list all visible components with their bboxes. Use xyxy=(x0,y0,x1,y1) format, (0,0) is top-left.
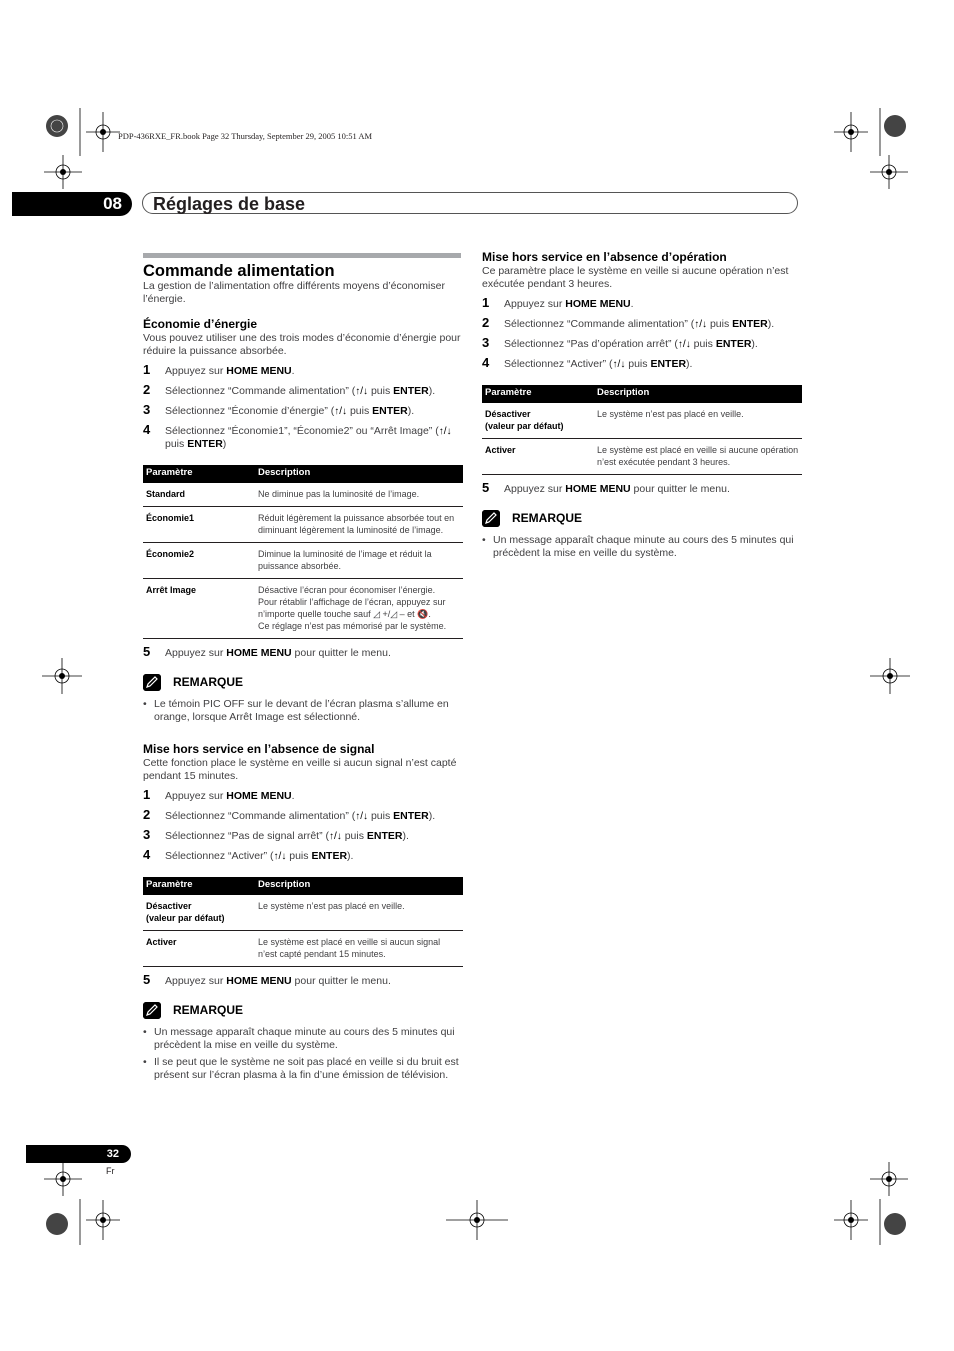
eco-step: 3 Sélectionnez “Économie d’énergie” (↑/↓ puis ENTER). xyxy=(143,402,415,417)
signal-step: 1 Appuyez sur HOME MENU. xyxy=(143,787,295,802)
table-row: Activer Le système est placé en veille si aucune opération n’est exécutée pendant 3 heures. xyxy=(482,439,802,475)
crosshair-icon xyxy=(834,112,868,152)
crosshair-icon xyxy=(870,155,908,189)
table-header: Description xyxy=(594,385,802,403)
operation-step: 3 Sélectionnez “Pas d’opération arrêt” (↑/↓ puis ENTER). xyxy=(482,335,758,350)
table-header: Description xyxy=(255,877,463,895)
up-down-arrows-icon: ↑/↓ xyxy=(355,386,369,397)
pencil-note-icon xyxy=(482,510,500,527)
chapter-header xyxy=(12,192,800,216)
eco-step: 4 Sélectionnez “Économie1”, “Économie2” ou “Arrêt Image” (↑/↓ puis ENTER) xyxy=(143,422,452,450)
crosshair-icon xyxy=(42,658,82,694)
registration-mark-icon xyxy=(860,1195,920,1255)
table-header: Description xyxy=(255,465,463,483)
up-down-arrows-icon: ↑/↓ xyxy=(612,359,626,370)
up-down-arrows-icon: ↑/↓ xyxy=(355,811,369,822)
chapter-title: Réglages de base xyxy=(142,192,798,214)
signal-step: 3 Sélectionnez “Pas de signal arrêt” (↑/↓ puis ENTER). xyxy=(143,827,409,842)
pencil-note-icon xyxy=(143,1002,161,1019)
operation-intro: Ce paramètre place le système en veille si aucune opération n’est exécutée pendant 3 heures. xyxy=(482,265,789,290)
up-down-arrows-icon: ↑/↓ xyxy=(334,406,348,417)
note-header: REMARQUE xyxy=(482,510,802,530)
crosshair-icon xyxy=(44,155,82,189)
up-down-arrows-icon: ↑/↓ xyxy=(273,851,287,862)
crosshair-icon xyxy=(870,1162,908,1196)
right-column xyxy=(482,250,802,560)
table-row: Économie2 Diminue la luminosité de l’image et réduit la puissance absorbée. xyxy=(143,543,463,579)
up-down-arrows-icon: ↑/↓ xyxy=(677,339,691,350)
signal-step: 2 Sélectionnez “Commande alimentation” (↑/↓ puis ENTER). xyxy=(143,807,436,822)
chapter-number: 08 xyxy=(12,192,132,216)
crosshair-icon xyxy=(870,658,910,694)
section-title: Commande alimentation xyxy=(143,262,335,280)
table-header: Paramètre xyxy=(143,877,255,895)
operation-step: 2 Sélectionnez “Commande alimentation” (↑/↓ puis ENTER). xyxy=(482,315,775,330)
table-row: Arrêt Image Désactive l’écran pour économiser l’énergie. Pour rétablir l’affichage de l’écran, appuyez sur n’importe quelle touche sauf ◿ +/◿ – et 🔇. Ce réglage n’est pas mémorisé par le système. xyxy=(143,579,463,639)
note-header: REMARQUE xyxy=(143,674,463,694)
signal-table xyxy=(143,877,463,967)
print-info: PDP-436RXE_FR.book Page 32 Thursday, September 29, 2005 10:51 AM xyxy=(118,131,373,141)
left-column xyxy=(143,253,463,1082)
up-down-arrows-icon: ↑/↓ xyxy=(329,831,342,842)
operation-heading: Mise hors service en l’absence d’opération xyxy=(482,250,727,264)
language-code: Fr xyxy=(106,1166,115,1176)
registration-mark-icon xyxy=(860,100,920,160)
pencil-note-icon xyxy=(143,674,161,691)
signal-intro: Cette fonction place le système en veille si aucun signal n’est capté pendant 15 minutes. xyxy=(143,757,457,782)
table-row: Standard Ne diminue pas la luminosité de l’image. xyxy=(143,483,463,507)
eco-step: 5 Appuyez sur HOME MENU pour quitter le menu. xyxy=(143,644,391,659)
note-item: • Le témoin PIC OFF sur le devant de l’écran plasma s’allume en orange, lorsque Arrêt Image est sélectionné. xyxy=(143,698,463,724)
crosshair-icon xyxy=(44,1162,82,1196)
table-row: Désactiver (valeur par défaut) Le système n’est pas placé en veille. xyxy=(482,403,802,439)
operation-step: 1 Appuyez sur HOME MENU. xyxy=(482,295,634,310)
table-header: Paramètre xyxy=(143,465,255,483)
table-row: Économie1 Réduit légèrement la puissance absorbée tout en diminuant légèrement la luminosité de l’image. xyxy=(143,507,463,543)
eco-step: 2 Sélectionnez “Commande alimentation” (↑/↓ puis ENTER). xyxy=(143,382,436,397)
note-item: • Un message apparaît chaque minute au cours des 5 minutes qui précèdent la mise en veille du système. xyxy=(482,534,802,560)
operation-step: 4 Sélectionnez “Activer” (↑/↓ puis ENTER). xyxy=(482,355,693,370)
operation-table xyxy=(482,385,802,475)
eco-heading: Économie d’énergie xyxy=(143,317,258,331)
signal-heading: Mise hors service en l’absence de signal xyxy=(143,742,375,756)
table-row: Activer Le système est placé en veille si aucun signal n’est capté pendant 15 minutes. xyxy=(143,931,463,967)
eco-table xyxy=(143,465,463,639)
up-down-arrows-icon: ↑/↓ xyxy=(694,319,708,330)
crosshair-icon xyxy=(446,1200,508,1240)
crosshair-icon xyxy=(86,112,120,152)
table-row: Désactiver (valeur par défaut) Le système n’est pas placé en veille. xyxy=(143,895,463,931)
eco-step: 1 Appuyez sur HOME MENU. xyxy=(143,362,295,377)
signal-step: 5 Appuyez sur HOME MENU pour quitter le menu. xyxy=(143,972,391,987)
crosshair-icon xyxy=(86,1200,120,1240)
note-item: • Il se peut que le système ne soit pas placé en veille si du bruit est présent sur l’écran plasma à la fin d’une émission de télévision. xyxy=(143,1056,463,1082)
table-header: Paramètre xyxy=(482,385,594,403)
section-rule xyxy=(143,253,461,258)
up-down-arrows-icon: ↑/↓ xyxy=(438,426,452,437)
page-number: 32 xyxy=(26,1145,131,1163)
operation-step: 5 Appuyez sur HOME MENU pour quitter le menu. xyxy=(482,480,730,495)
section-intro: La gestion de l’alimentation offre différents moyens d’économiser l’énergie. xyxy=(143,280,445,305)
note-item: • Un message apparaît chaque minute au cours des 5 minutes qui précèdent la mise en veille du système. xyxy=(143,1026,463,1052)
signal-step: 4 Sélectionnez “Activer” (↑/↓ puis ENTER). xyxy=(143,847,354,862)
note-header: REMARQUE xyxy=(143,1002,463,1022)
eco-intro: Vous pouvez utiliser une des trois modes d’économie d’énergie pour réduire la puissance absorbée. xyxy=(143,332,461,357)
